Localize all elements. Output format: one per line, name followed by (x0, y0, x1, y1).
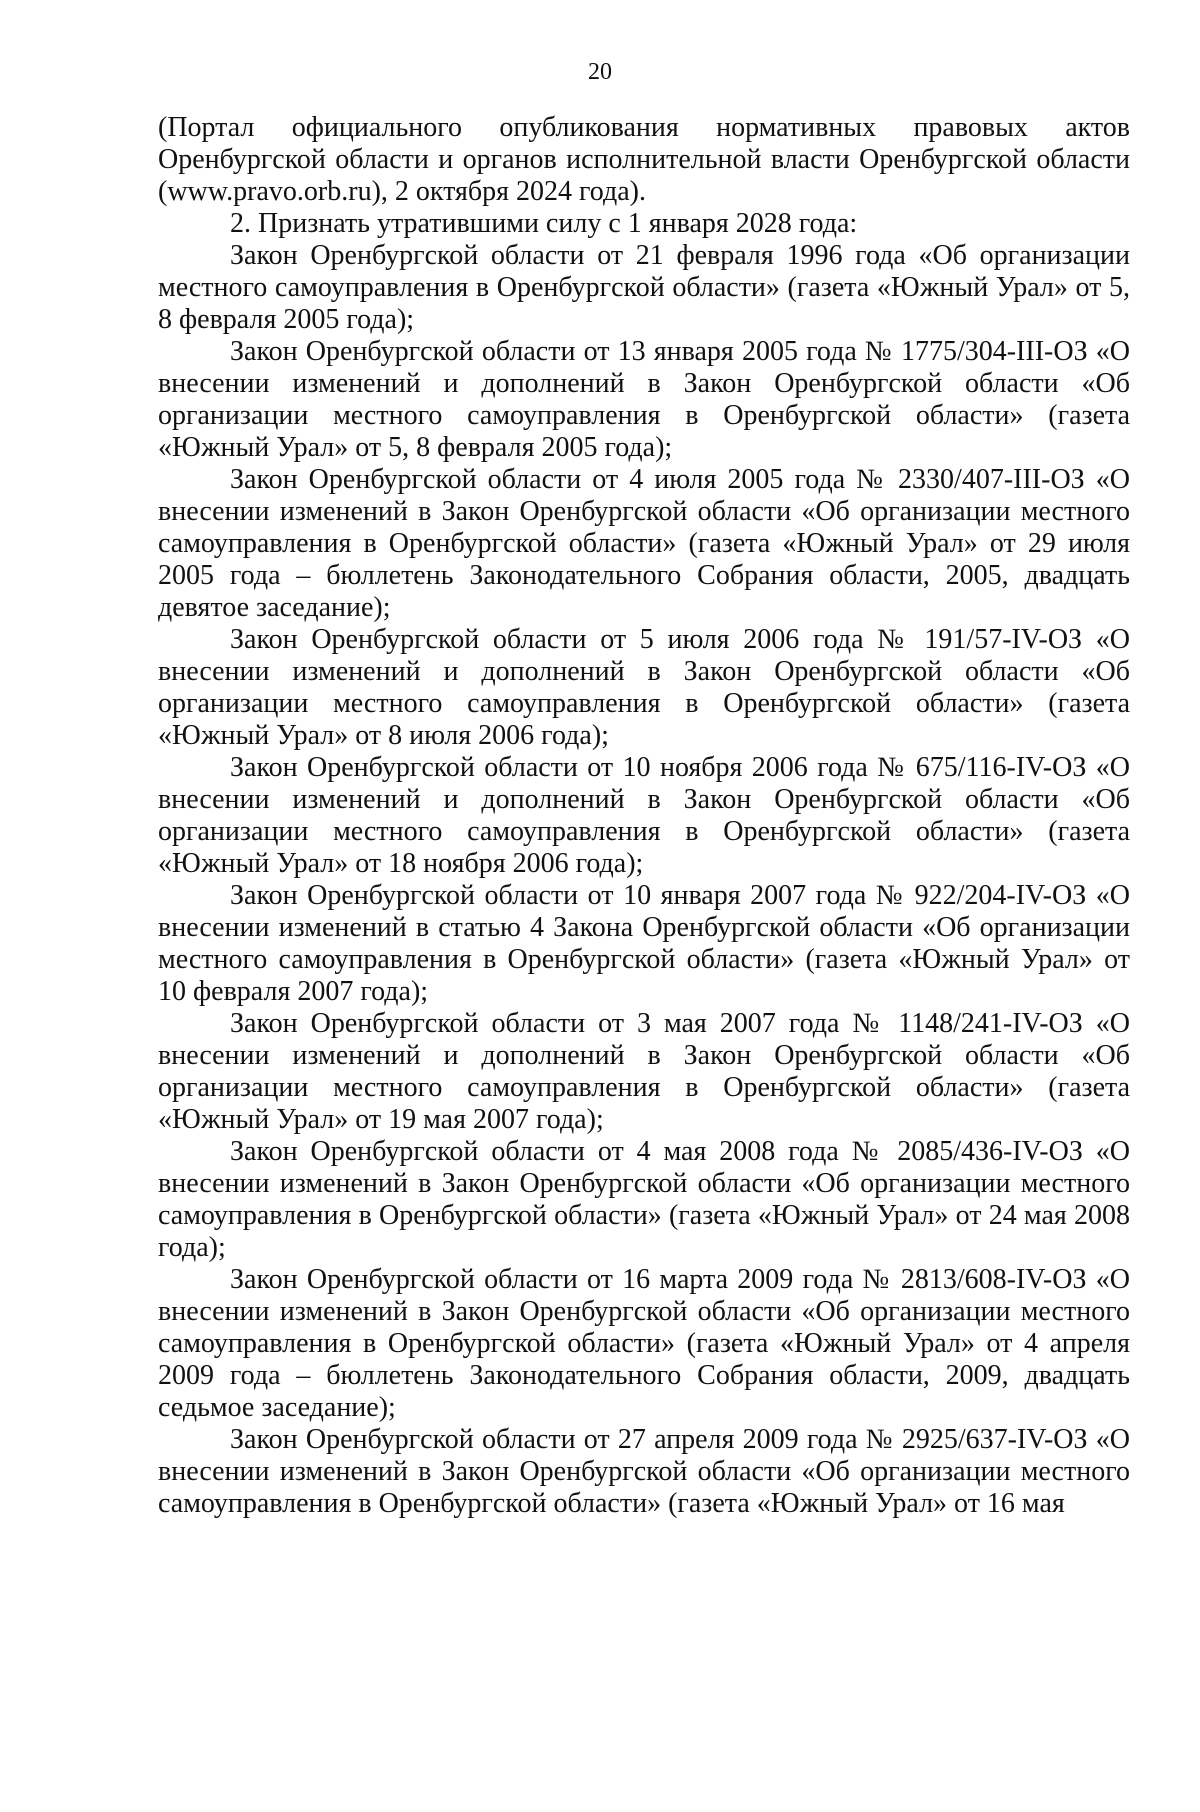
paragraph-law-2007-1148: Закон Оренбургской области от 3 мая 2007 года № 1148/241-IV-ОЗ «О внесении изменений и дополнений в Закон Оренбургской области «Об организации местного самоуправления в Оренбургской области» (газета «Южный Урал» от 19 мая 2007 года); (158, 1008, 1130, 1135)
paragraph-law-2005-1775: Закон Оренбургской области от 13 января 2005 года № 1775/304-III-ОЗ «О внесении изменений и дополнений в Закон Оренбургской области «Об организации местного самоуправления в Оренбургской области» (газета «Южный Урал» от 5, 8 февраля 2005 года); (158, 336, 1130, 463)
paragraph-law-2008-2085: Закон Оренбургской области от 4 мая 2008 года № 2085/436-IV-ОЗ «О внесении изменений в Закон Оренбургской области «Об организации местного самоуправления в Оренбургской области» (газета «Южный Урал» от 24 мая 2008 года); (158, 1136, 1130, 1263)
paragraph-source-citation: (Портал официального опубликования нормативных правовых актов Оренбургской области и органов исполнительной власти Оренбургской области (www.pravo.orb.ru), 2 октября 2024 года). (158, 112, 1130, 207)
paragraph-law-2005-2330: Закон Оренбургской области от 4 июля 2005 года № 2330/407-III-ОЗ «О внесении изменений в Закон Оренбургской области «Об организации местного самоуправления в Оренбургской области» (газета «Южный Урал» от 29 июля 2005 года – бюллетень Законодательного Собрания области, 2005, двадцать девятое заседание); (158, 464, 1130, 623)
paragraph-law-2006-675: Закон Оренбургской области от 10 ноября 2006 года № 675/116-IV-ОЗ «О внесении изменений и дополнений в Закон Оренбургской области «Об организации местного самоуправления в Оренбургской области» (газета «Южный Урал» от 18 ноября 2006 года); (158, 752, 1130, 879)
paragraph-law-2006-191: Закон Оренбургской области от 5 июля 2006 года № 191/57-IV-ОЗ «О внесении изменений и дополнений в Закон Оренбургской области «Об организации местного самоуправления в Оренбургской области» (газета «Южный Урал» от 8 июля 2006 года); (158, 624, 1130, 751)
paragraph-law-2009-2813: Закон Оренбургской области от 16 марта 2009 года № 2813/608-IV-ОЗ «О внесении изменений в Закон Оренбургской области «Об организации местного самоуправления в Оренбургской области» (газета «Южный Урал» от 4 апреля 2009 года – бюллетень Законодательного Собрания области, 2009, двадцать седьмое заседание); (158, 1264, 1130, 1423)
paragraph-item-2-heading: 2. Признать утратившими силу с 1 января 2028 года: (230, 208, 858, 239)
paragraph-law-2009-2925: Закон Оренбургской области от 27 апреля 2009 года № 2925/637-IV-ОЗ «О внесении изменений в Закон Оренбургской области «Об организации местного самоуправления в Оренбургской области» (газета «Южный Урал» от 16 мая (158, 1424, 1130, 1519)
page-number: 20 (588, 59, 612, 85)
paragraph-law-2007-922: Закон Оренбургской области от 10 января 2007 года № 922/204-IV-ОЗ «О внесении изменений в статью 4 Закона Оренбургской области «Об организации местного самоуправления в Оренбургской области» (газета «Южный Урал» от 10 февраля 2007 года); (158, 880, 1130, 1007)
document-body (158, 112, 1130, 1520)
paragraph-law-1996: Закон Оренбургской области от 21 февраля 1996 года «Об организации местного самоуправления в Оренбургской области» (газета «Южный Урал» от 5, 8 февраля 2005 года); (158, 240, 1130, 335)
